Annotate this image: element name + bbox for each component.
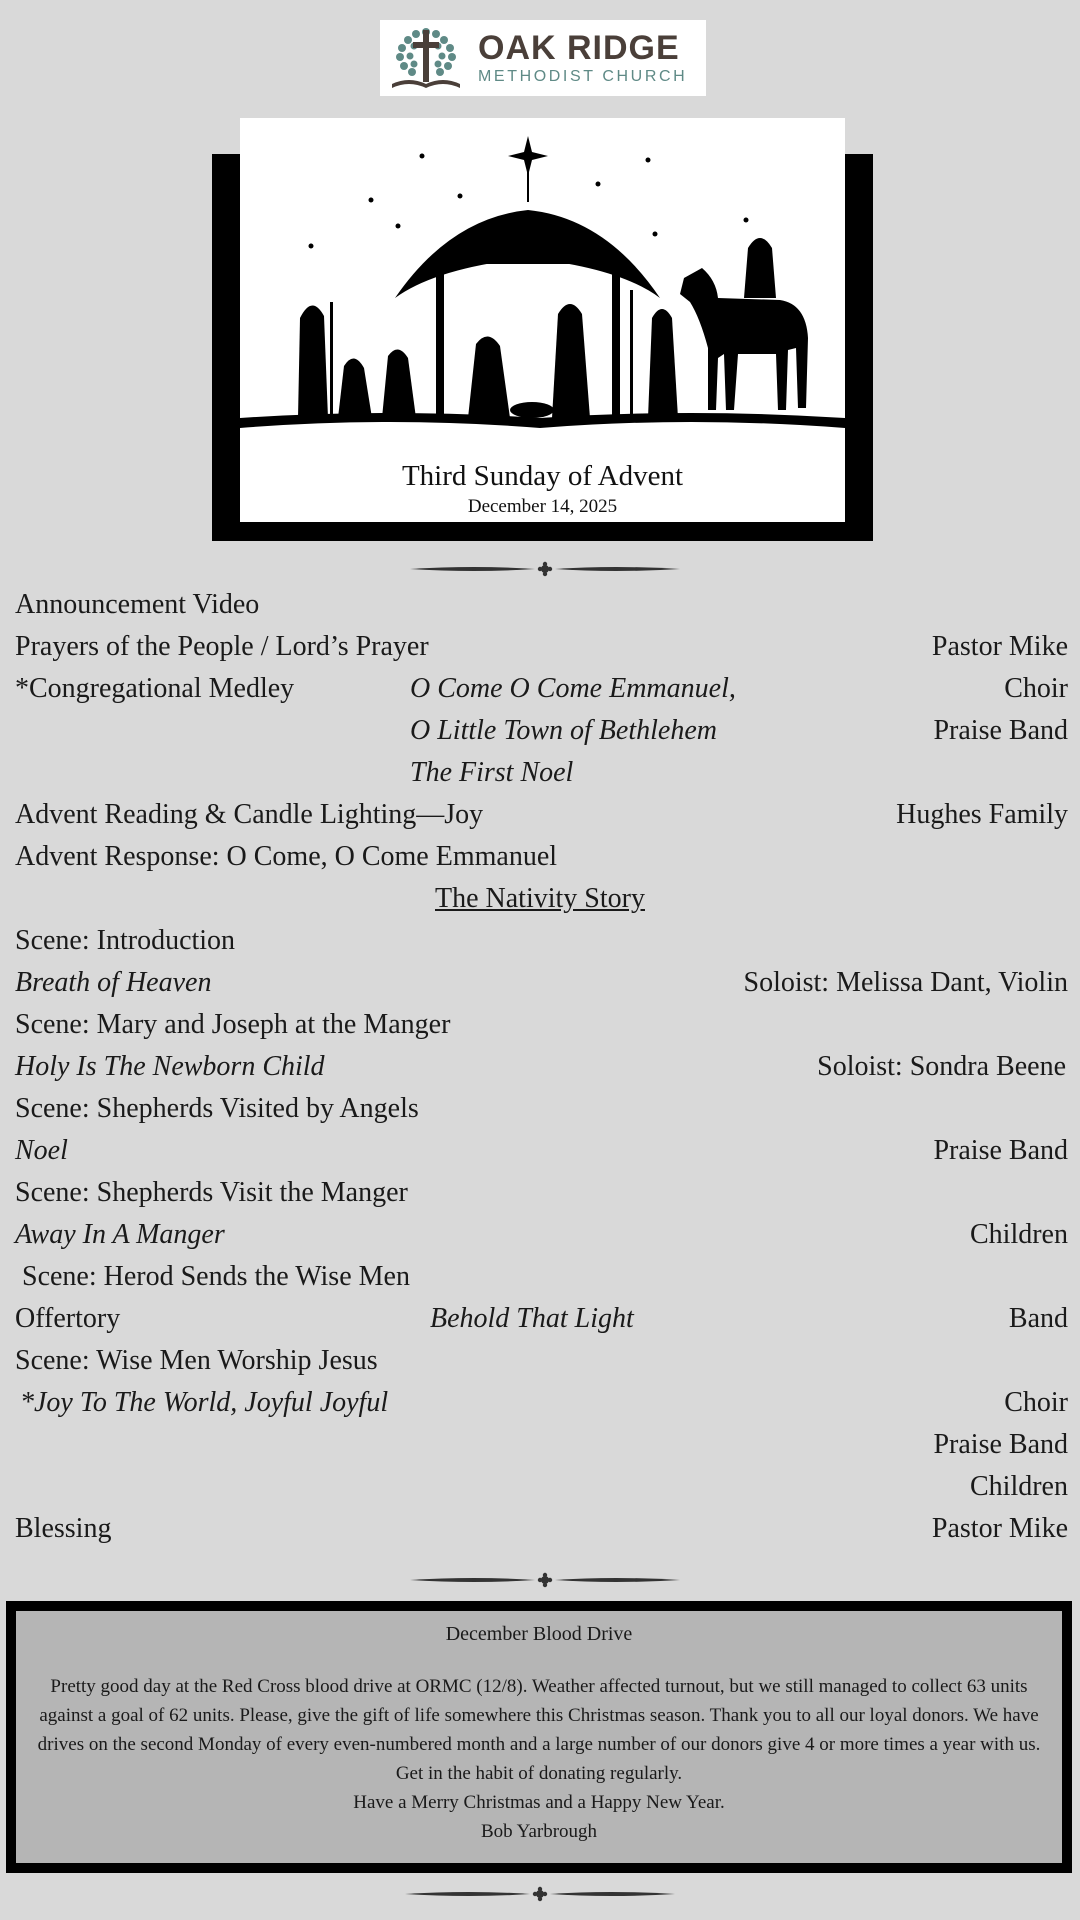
song-title: Away In A Manger xyxy=(15,1219,225,1250)
song-title: The First Noel xyxy=(410,757,574,788)
service-row xyxy=(0,1340,1080,1382)
service-item: Announcement Video xyxy=(15,589,260,620)
service-row xyxy=(0,1466,1080,1508)
section-heading: The Nativity Story xyxy=(435,883,645,914)
service-item: Offertory xyxy=(15,1303,121,1334)
song-title: Behold That Light xyxy=(430,1303,634,1334)
blood-drive-body: Pretty good day at the Red Cross blood drive at ORMC (12/8). Weather affected turnout, but we still managed to collect 63 units against a goal of 62 units. Please, give the gift of life somewhere this Christmas season. Thank you to all our loyal donors. We have drives on the second Monday of every even-numbered month and a large number of our donors give 4 or more times a year with us. Get in the habit of donating regularly. xyxy=(37,1676,1041,1784)
service-leader: Soloist: Sondra Beene xyxy=(817,1051,1066,1082)
song-title: Noel xyxy=(15,1135,68,1166)
service-row xyxy=(0,878,1080,920)
service-row xyxy=(0,626,1080,668)
service-item: Advent Reading & Candle Lighting—Joy xyxy=(15,799,484,830)
hero-title: Third Sunday of Advent xyxy=(401,460,684,492)
service-item: Scene: Shepherds Visited by Angels xyxy=(15,1093,419,1124)
song-title: Breath of Heaven xyxy=(15,967,212,998)
service-leader: Children xyxy=(970,1471,1068,1502)
service-item: Scene: Mary and Joseph at the Manger xyxy=(15,1009,451,1040)
service-item: Scene: Herod Sends the Wise Men xyxy=(15,1261,410,1292)
service-leader: Hughes Family xyxy=(896,799,1068,830)
service-row xyxy=(0,752,1080,794)
hero-date: December 14, 2025 xyxy=(467,496,618,517)
service-leader: Pastor Mike xyxy=(931,631,1068,662)
service-item: Scene: Introduction xyxy=(15,925,236,956)
nativity-scene-icon xyxy=(240,118,845,458)
nativity-illustration xyxy=(240,118,845,522)
service-leader: Praise Band xyxy=(933,715,1068,746)
blood-drive-box xyxy=(6,1601,1072,1873)
church-logo xyxy=(380,20,706,96)
service-row xyxy=(0,1214,1080,1256)
service-leader: Choir xyxy=(1004,1387,1068,1418)
service-item: *Congregational Medley xyxy=(15,673,295,704)
service-row xyxy=(0,920,1080,962)
service-row xyxy=(0,584,1080,626)
service-leader: Praise Band xyxy=(933,1429,1068,1460)
service-row xyxy=(0,1424,1080,1466)
service-row xyxy=(0,1298,1080,1340)
service-leader: Choir xyxy=(1004,673,1068,704)
service-leader: Band xyxy=(1008,1303,1068,1334)
service-item: Scene: Wise Men Worship Jesus xyxy=(15,1345,378,1376)
service-row xyxy=(0,1004,1080,1046)
service-row xyxy=(0,710,1080,752)
service-row xyxy=(0,1046,1080,1088)
ornament-divider xyxy=(395,1884,685,1904)
blood-drive-signature: Bob Yarbrough xyxy=(480,1821,598,1842)
service-leader: Soloist: Melissa Dant, Violin xyxy=(743,967,1068,998)
cross-tree-icon xyxy=(384,22,468,94)
service-row xyxy=(0,794,1080,836)
service-leader: Pastor Mike xyxy=(931,1513,1068,1544)
service-leader: Children xyxy=(970,1219,1068,1250)
blood-drive-closing: Have a Merry Christmas and a Happy New Year. xyxy=(353,1792,725,1813)
service-item: Prayers of the People / Lord’s Prayer xyxy=(15,631,429,662)
song-title: Holy Is The Newborn Child xyxy=(15,1051,325,1082)
service-row xyxy=(0,668,1080,710)
song-title: O Little Town of Bethlehem xyxy=(410,715,717,746)
service-row xyxy=(0,1172,1080,1214)
logo-subtitle: METHODIST CHURCH xyxy=(478,68,688,85)
service-row xyxy=(0,1088,1080,1130)
service-row xyxy=(0,1382,1080,1424)
service-leader: Praise Band xyxy=(933,1135,1068,1166)
service-row xyxy=(0,1256,1080,1298)
service-row xyxy=(0,1508,1080,1550)
song-title: O Come O Come Emmanuel, xyxy=(410,673,736,704)
service-row xyxy=(0,962,1080,1004)
service-item: Advent Response: O Come, O Come Emmanuel xyxy=(15,841,558,872)
ornament-divider xyxy=(400,1570,690,1590)
blood-drive-title: December Blood Drive xyxy=(445,1623,633,1645)
service-row xyxy=(0,1130,1080,1172)
service-item: Scene: Shepherds Visit the Manger xyxy=(15,1177,408,1208)
service-item: Blessing xyxy=(15,1513,112,1544)
logo-title: OAK RIDGE xyxy=(478,29,680,67)
song-title: *Joy To The World, Joyful Joyful xyxy=(20,1387,389,1418)
ornament-divider xyxy=(400,559,690,579)
service-row xyxy=(0,836,1080,878)
